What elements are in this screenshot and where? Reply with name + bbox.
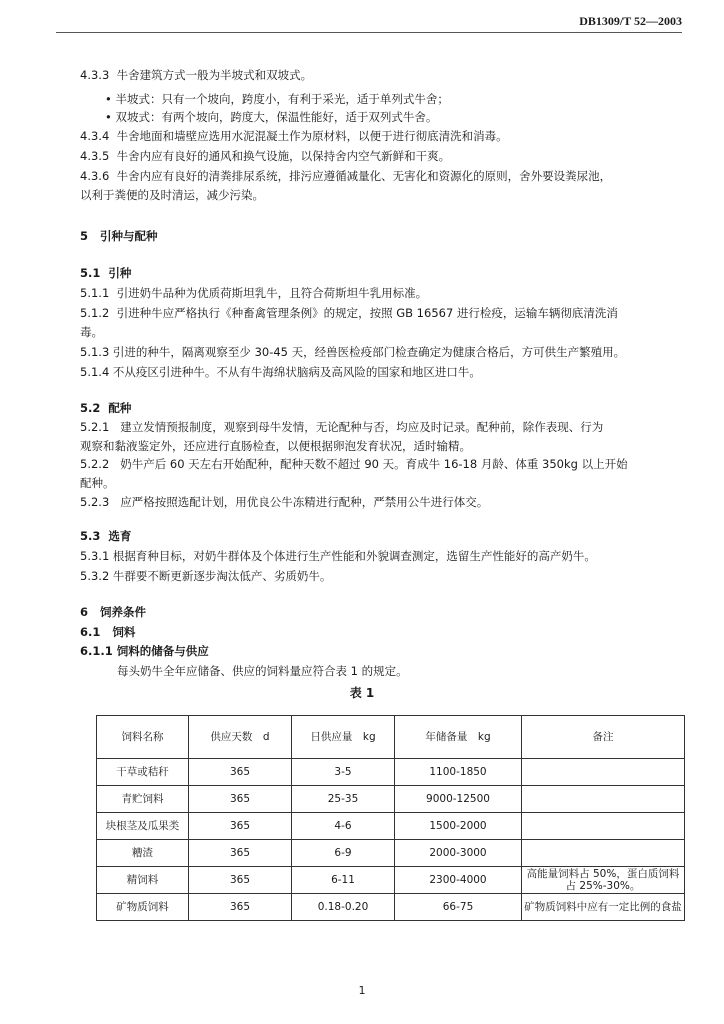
- table-cell: 25-35: [292, 786, 395, 813]
- section-title: 饲料: [112, 625, 136, 639]
- section-title: 饲料的储备与供应: [116, 644, 209, 658]
- clause-5-2-2: [80, 457, 628, 471]
- table-row: [97, 840, 685, 867]
- clause-number: 4.3.6: [80, 169, 110, 183]
- section-title: 配种: [108, 401, 132, 415]
- table-cell: [522, 840, 685, 867]
- table-cell: 6-9: [292, 840, 395, 867]
- clause-number: 5.1.3: [80, 345, 110, 359]
- clause-text: 牛舍内应有良好的通风和换气设施，以保持舍内空气新鲜和干爽。: [116, 149, 451, 163]
- section-5-heading: [80, 229, 158, 243]
- table-row: [97, 894, 685, 921]
- table-cell: 1500-2000: [395, 813, 522, 840]
- table-cell: 365: [189, 759, 292, 786]
- clause-text: 奶牛产后 60 天左右开始配种，配种天数不超过 90 天。育成牛 16-18 月龄、体重 350kg 以上开始: [120, 457, 628, 471]
- clause-5-3-1: [80, 549, 596, 563]
- table-cell: 1100-1850: [395, 759, 522, 786]
- section-number: 5: [80, 229, 89, 243]
- clause-4-3-4: [80, 129, 508, 143]
- section-number: 5.2: [80, 401, 101, 415]
- bullet-double-slope: • 双坡式：有两个坡向，跨度大，保温性能好，适于双列式牛舍。: [105, 110, 438, 124]
- clause-text: 引进的种牛，隔离观察至少 30-45 天，经兽医检疫部门检查确定为健康合格后，方可供生产繁殖用。: [112, 345, 626, 359]
- header-cell: 饲料名称: [97, 716, 189, 759]
- section-number: 6.1.1: [80, 644, 113, 658]
- section-5-3-heading: [80, 529, 131, 543]
- paragraph-6-1-1: 每头奶牛全年应储备、供应的饲料量应符合表 1 的规定。: [117, 664, 408, 678]
- clause-5-1-1: [80, 286, 427, 300]
- section-title: 引种: [108, 266, 132, 280]
- clause-5-2-1: [80, 420, 603, 434]
- clause-number: 4.3.5: [80, 149, 110, 163]
- table-cell: [522, 759, 685, 786]
- clause-text: 牛舍地面和墙壁应选用水泥混凝土作为原材料，以便于进行彻底清洗和消毒。: [116, 129, 508, 143]
- feed-supply-table: [96, 715, 685, 921]
- table-cell: [522, 813, 685, 840]
- table-caption: 表 1: [349, 686, 375, 700]
- table-row: [97, 867, 685, 894]
- page-number: 1: [358, 984, 366, 997]
- table-cell: 365: [189, 840, 292, 867]
- clause-text: 牛群要不断更新逐步淘汰低产、劣质奶牛。: [112, 569, 332, 583]
- clause-number: 5.2.2: [80, 457, 110, 471]
- table-row: [97, 813, 685, 840]
- table-cell: 9000-12500: [395, 786, 522, 813]
- table-cell: 66-75: [395, 894, 522, 921]
- table-cell: 精饲料: [97, 867, 189, 894]
- header-cell: 日供应量 kg: [292, 716, 395, 759]
- section-number: 5.3: [80, 529, 101, 543]
- clause-number: 5.3.2: [80, 569, 110, 583]
- clause-text: 引进种牛应严格执行《种畜禽管理条例》的规定，按照 GB 16567 进行检疫，运输车辆彻底清洗消: [116, 306, 618, 320]
- section-title: 选育: [108, 529, 132, 543]
- table-cell: 干草或秸秆: [97, 759, 189, 786]
- clause-5-3-2: [80, 569, 331, 583]
- table-cell: 365: [189, 867, 292, 894]
- table-cell: 3-5: [292, 759, 395, 786]
- clause-text: 根据育种目标，对奶牛群体及个体进行生产性能和外貌调查测定，选留生产性能好的高产奶牛。: [112, 549, 596, 563]
- clause-4-3-6-continued: 以利于粪便的及时清运，减少污染。: [80, 188, 264, 202]
- clause-text: 不从疫区引进种牛。不从有牛海绵状脑病及高风险的国家和地区进口牛。: [112, 365, 481, 379]
- clause-4-3-3: [80, 68, 312, 82]
- table-row: [97, 759, 685, 786]
- clause-number: 5.2.3: [80, 495, 110, 509]
- table-cell: 365: [189, 894, 292, 921]
- table-cell: 2000-3000: [395, 840, 522, 867]
- clause-text: 牛舍内应有良好的清粪排尿系统，排污应遵循减量化、无害化和资源化的原则，舍外要设粪尿池，: [116, 169, 612, 183]
- clause-text: 应严格按照选配计划，用优良公牛冻精进行配种，严禁用公牛进行体交。: [120, 495, 489, 509]
- header-rule: [56, 32, 682, 33]
- table-cell: 0.18-0.20: [292, 894, 395, 921]
- section-6-1-1-heading: [80, 644, 209, 658]
- table-cell: 块根茎及瓜果类: [97, 813, 189, 840]
- section-5-2-heading: [80, 401, 131, 415]
- clause-number: 5.3.1: [80, 549, 110, 563]
- clause-4-3-5: [80, 149, 450, 163]
- table-header-row: [97, 716, 685, 759]
- section-title: 引种与配种: [100, 229, 158, 243]
- section-5-1-heading: [80, 266, 131, 280]
- clause-text: 建立发情预报制度，观察到母牛发情，无论配种与否，均应及时记录。配种前，除作表现、行为: [120, 420, 604, 434]
- clause-number: 5.1.4: [80, 365, 110, 379]
- clause-5-2-3: [80, 495, 488, 509]
- table-cell: 4-6: [292, 813, 395, 840]
- clause-5-2-2-continued: 配种。: [80, 476, 115, 490]
- clause-5-1-2: [80, 306, 618, 320]
- clause-number: 4.3.3: [80, 68, 110, 82]
- section-number: 5.1: [80, 266, 101, 280]
- section-title: 饲养条件: [100, 605, 147, 619]
- clause-number: 5.1.2: [80, 306, 110, 320]
- table-cell: 高能量饲料占 50%，蛋白质饲料占 25%-30%。: [522, 867, 685, 894]
- table-cell: 365: [189, 786, 292, 813]
- table-cell: [522, 786, 685, 813]
- clause-number: 5.1.1: [80, 286, 110, 300]
- table-cell: 矿物质饲料: [97, 894, 189, 921]
- table-cell: 6-11: [292, 867, 395, 894]
- section-number: 6.1: [80, 625, 101, 639]
- clause-5-1-4: [80, 365, 481, 379]
- table-cell: 365: [189, 813, 292, 840]
- clause-number: 5.2.1: [80, 420, 110, 434]
- header-cell: 年储备量 kg: [395, 716, 522, 759]
- document-id-header: DB1309/T 52—2003: [579, 14, 682, 28]
- clause-text: 引进奶牛品种为优质荷斯坦乳牛，且符合荷斯坦牛乳用标准。: [116, 286, 428, 300]
- table-cell: 2300-4000: [395, 867, 522, 894]
- bullet-half-slope: • 半坡式：只有一个坡向，跨度小，有利于采光，适于单列式牛舍；: [105, 92, 449, 106]
- section-6-1-heading: [80, 625, 135, 639]
- header-cell: 备注: [522, 716, 685, 759]
- table-cell: 青贮饲料: [97, 786, 189, 813]
- header-cell: 供应天数 d: [189, 716, 292, 759]
- clause-5-2-1-continued: 观察和黏液鉴定外，还应进行直肠检查，以便根据卵泡发育状况，适时输精。: [80, 439, 471, 453]
- section-6-heading: [80, 605, 146, 619]
- table-row: [97, 786, 685, 813]
- table-cell: 矿物质饲料中应有一定比例的食盐: [522, 894, 685, 921]
- clause-number: 4.3.4: [80, 129, 110, 143]
- table-cell: 糟渣: [97, 840, 189, 867]
- clause-text: 牛舍建筑方式一般为半坡式和双坡式。: [116, 68, 313, 82]
- section-number: 6: [80, 605, 89, 619]
- clause-4-3-6: [80, 169, 611, 183]
- clause-5-1-3: [80, 345, 625, 359]
- clause-5-1-2-continued: 毒。: [80, 325, 103, 339]
